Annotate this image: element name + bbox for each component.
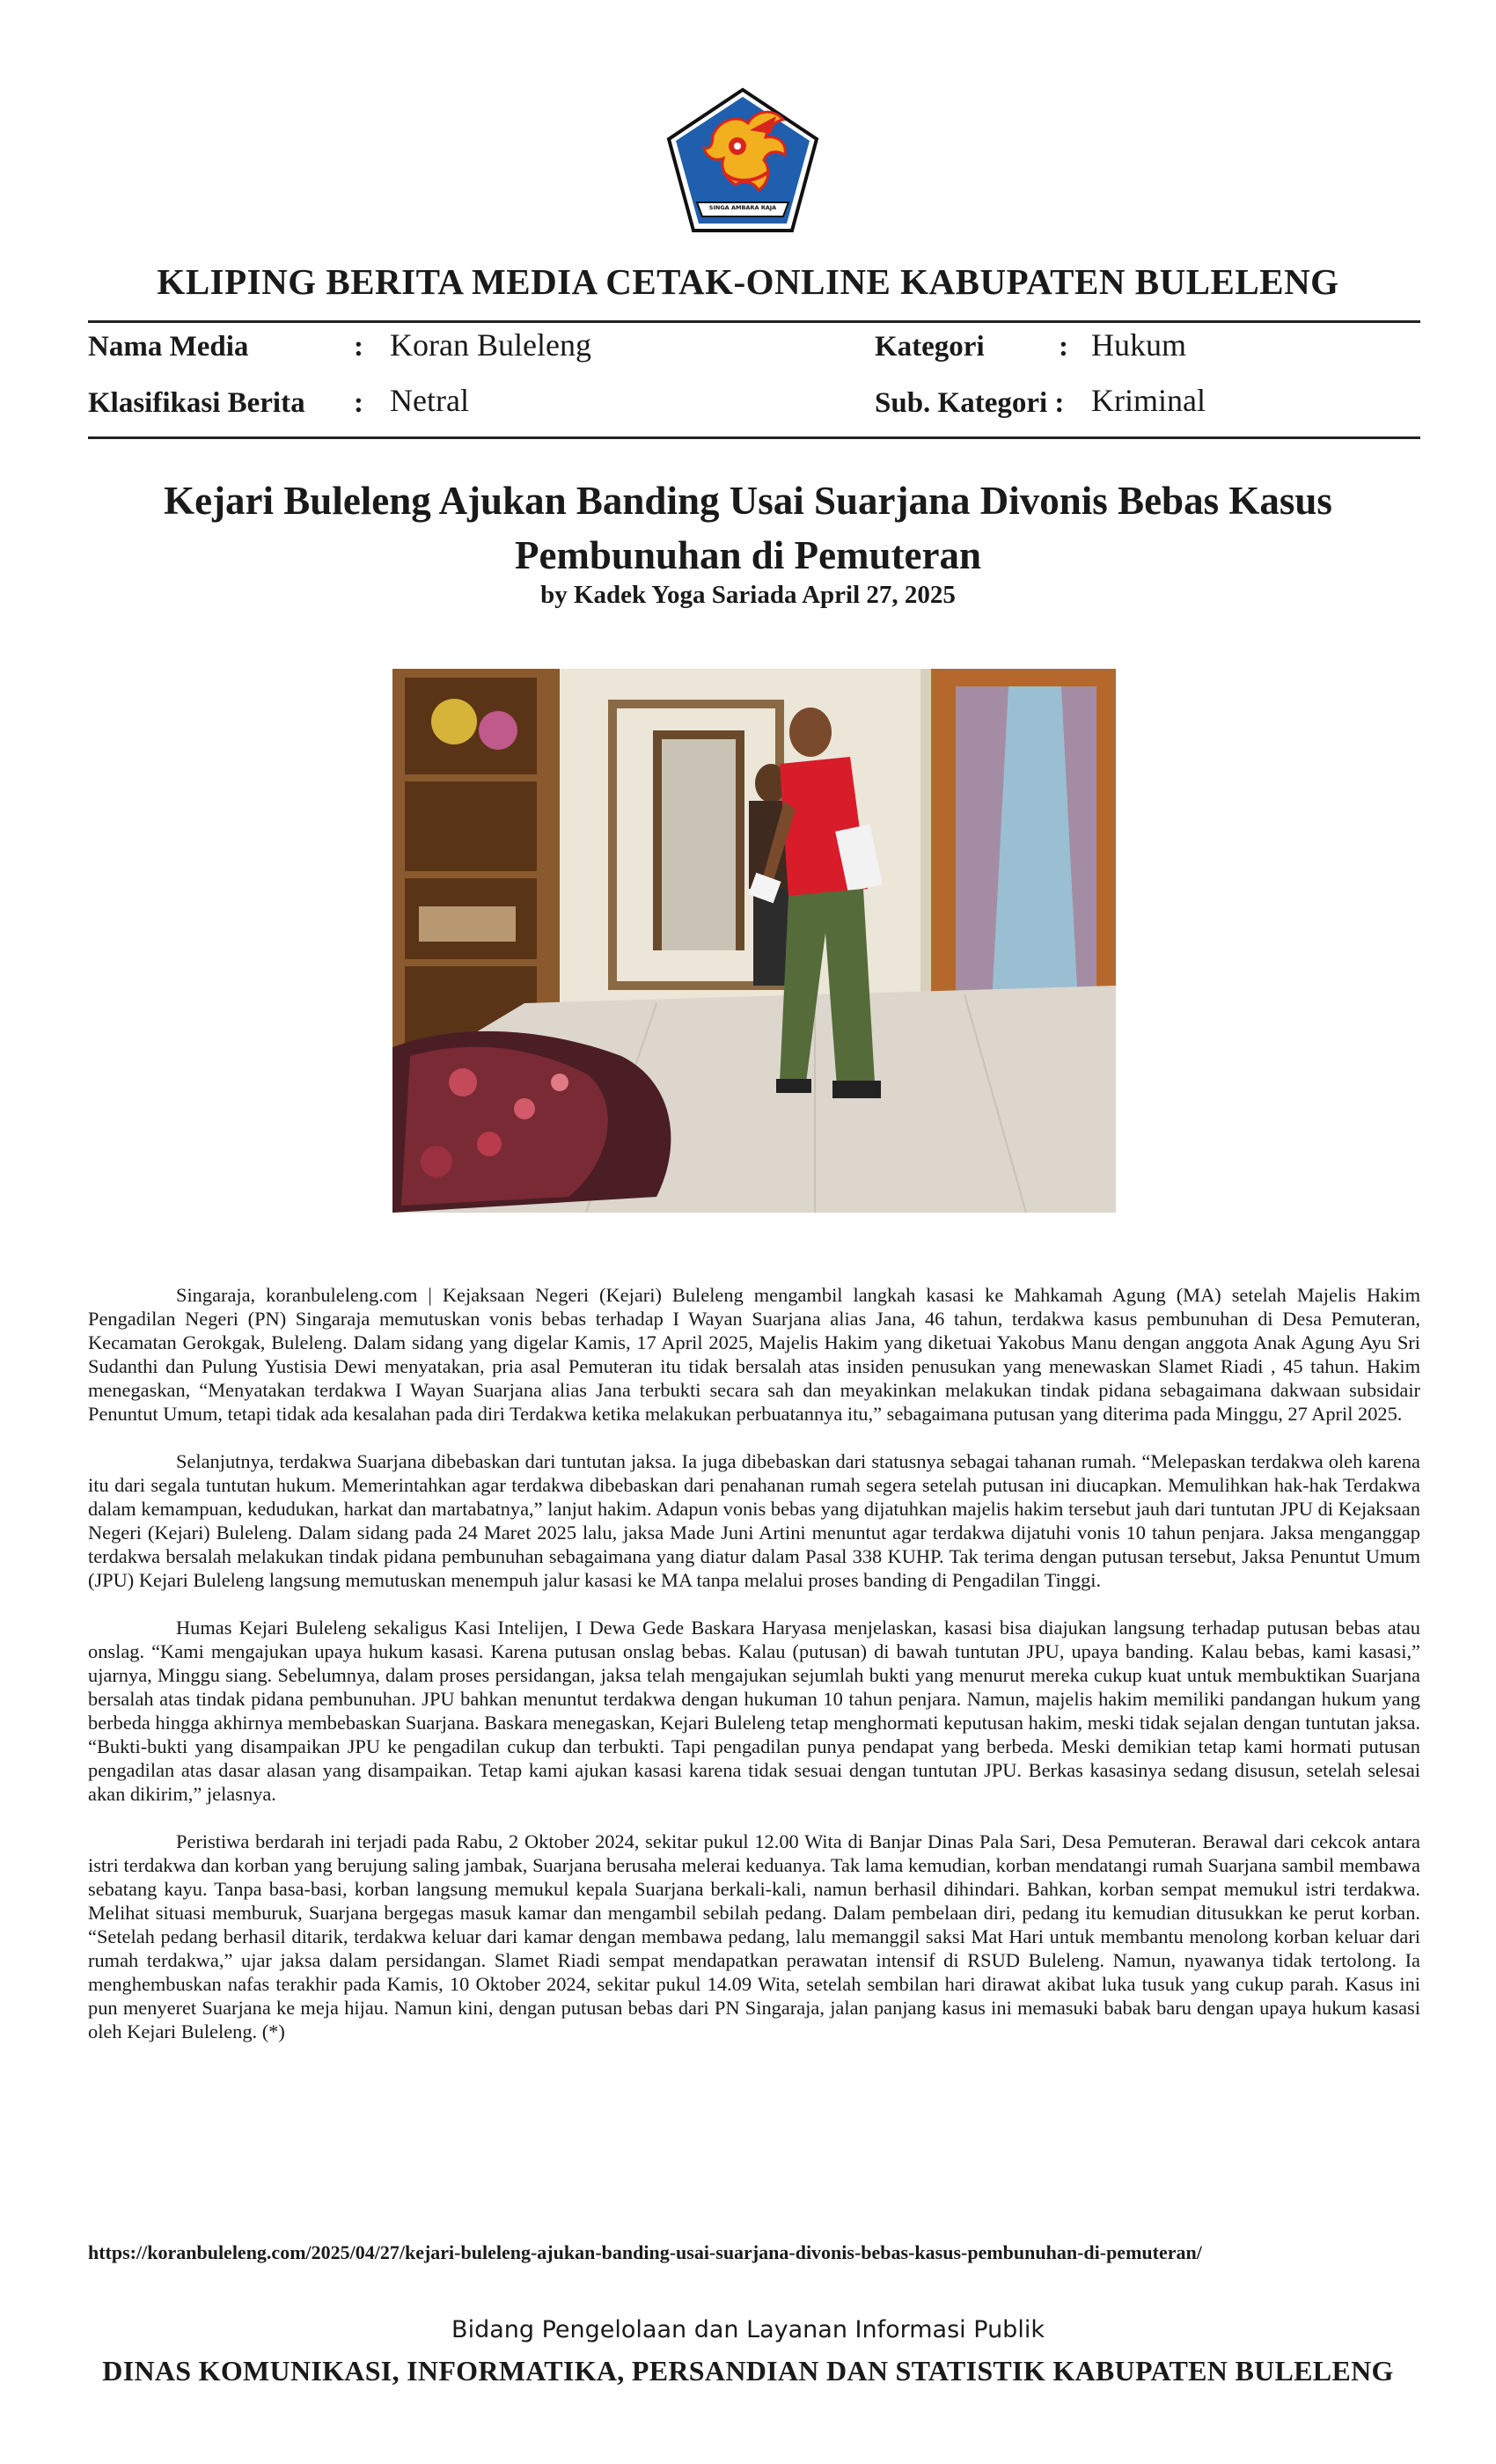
media-value: Koran Buleleng [390,327,591,363]
footer-agency: DINAS KOMUNIKASI, INFORMATIKA, PERSANDIAN DAN STATISTIK KABUPATEN BULELENG [102,2355,1394,2387]
subkategori-label: Sub. Kategori : [875,387,1065,419]
article-paragraph-3: Humas Kejari Buleleng sekaligus Kasi Intelijen, I Dewa Gede Baskara Haryasa menjelaskan, kasasi bisa diajukan langsung terhadap putusan bebas atau onslag. “Kami mengajukan upaya hukum kasasi. Karena putusan onslag bebas. Kalau (putusan) di bawah tuntutan JPU, upaya banding. Kalau bebas, kami kasasi,” ujarnya, Minggu siang. Sebelumnya, dalam proses persidangan, jaksa telah mengajukan sejumlah bukti yang menurut mereka cukup kuat untuk membuktikan Suarjana bersalah atas tindak pidana pembunuhan. JPU bahkan menuntut terdakwa dengan hukuman 10 tahun penjara. Namun, majelis hakim memiliki pandangan hukum yang berbeda hingga akhirnya membebaskan Suarjana. Baskara menegaskan, Kejari Buleleng tetap menghormati keputusan hakim, meski tidak sejalan dengan tuntutan jaksa. “Bukti-bukti yang disampaikan JPU ke pengadilan cukup dan terbukti. Tapi pengadilan punya pendapat yang berbeda. Meski demikian tetap kami hormati putusan pengadilan atas dasar alasan yang disampaikan. Tetap kami ajukan kasasi karena tidak sesuai dengan tuntutan JPU. Berkas kasasinya sedang disusun, setelah selesai akan dikirim,” jelasnya. [88,1617,1420,1805]
document-title: KLIPING BERITA MEDIA CETAK-ONLINE KABUPATEN BULELENG [157,261,1339,302]
article-paragraph-4: Peristiwa berdarah ini terjadi pada Rabu, 2 Oktober 2024, sekitar pukul 12.00 Wita di Banjar Dinas Pala Sari, Desa Pemuteran. Berawal dari cekcok antara istri terdakwa dan korban yang berujung saling jambak, Suarjana berusaha melerai keduanya. Tak lama kemudian, korban mendatangi rumah Suarjana sambil membawa sebatang kayu. Tanpa basa-basi, korban langsung memukul kepala Suarjana berkali-kali, namun berhasil dihindari. Bahkan, korban sempat memukul istri terdakwa. Melihat situasi memburuk, Suarjana bergegas masuk kamar dan mengambil sebilah pedang. Dalam pembelaan diri, pedang itu kemudian ditusukkan ke perut korban. “Setelah pedang berhasil ditarik, terdakwa keluar dari kamar dengan membawa pedang, lalu memanggil saksi Mat Hari untuk membantu menolong korban keluar dari rumah terdakwa,” ujar jaksa dalam persidangan. Slamet Riadi sempat mendapatkan perawatan intensif di RSUD Buleleng. Namun, nyawanya tidak tertolong. Ia menghembuskan nafas terakhir pada Kamis, 10 Oktober 2024, sekitar pukul 14.09 Wita, setelah sembilan hari dirawat akibat luka tusuk yang cukup parah. Kasus ini pun menyeret Suarjana ke meja hijau. Namun kini, dengan putusan bebas dari PN Singaraja, jalan panjang kasus ini memasuki babak baru dengan upaya hukum kasasi oleh Kejari Buleleng. (*) [88,1830,1420,2042]
kategori-label: Kategori [875,331,985,363]
article-byline: by Kadek Yoga Sariada April 27, 2025 [540,581,956,609]
article-paragraph-1: Singaraja, koranbuleleng.com | Kejaksaan Negeri (Kejari) Buleleng mengambil langkah kasasi ke Mahkamah Agung (MA) setelah Majelis Hakim Pengadilan Negeri (PN) Singaraja memutuskan vonis bebas terhadap I Wayan Suarjana alias Jana, 46 tahun, terdakwa kasus pembunuhan di Desa Pemuteran, Kecamatan Gerokgak, Buleleng. Dalam sidang yang digelar Kamis, 17 April 2025, Majelis Hakim yang diketuai Yakobus Manu dengan anggota Anak Agung Ayu Sri Sudanthi dan Pulung Yustisia Dewi menyatakan, pria asal Pemuteran itu tidak bersalah atas insiden penusukan yang menewaskan Slamet Riadi , 45 tahun. Hakim menegaskan, “Menyatakan terdakwa I Wayan Suarjana alias Jana terbukti secara sah dan meyakinkan melakukan tindak pidana sebagaimana dakwaan subsidair Penuntut Umum, tetapi tidak ada kesalahan pada diri Terdakwa ketika melakukan perbuatannya itu,” sebagaimana putusan yang diterima pada Minggu, 27 April 2025. [88,1284,1420,1425]
logo-banner-text: SINGA AMBARA RAJA [708,204,777,211]
buleleng-emblem-logo [662,84,824,236]
klasifikasi-label: Klasifikasi Berita [88,387,305,419]
crime-scene-photo-illustration [392,669,1116,1213]
article-photo [392,669,1116,1213]
header-rule-top [88,320,1420,323]
klasifikasi-value: Netral [390,383,469,418]
emblem-icon [662,84,824,236]
article-headline: Kejari Buleleng Ajukan Banding Usai Suarjana Divonis Bebas Kasus Pembunuhan di Pemuteran [164,479,1332,577]
source-url-link[interactable]: https://koranbuleleng.com/2025/04/27/kejari-buleleng-ajukan-banding-usai-suarjana-divonis-bebas-kasus-pembunuhan-di-pemuteran/ [88,2241,1202,2263]
kategori-colon: : [1059,331,1068,363]
media-label: Nama Media [88,331,249,363]
article-paragraph-2: Selanjutnya, terdakwa Suarjana dibebaskan dari tuntutan jaksa. Ia juga dibebaskan dari statusnya sebagai tahanan rumah. “Melepaskan terdakwa oleh karena itu dari segala tuntutan hukum. Memerintahkan agar terdakwa dibebaskan dari penahanan rumah segera setelah putusan ini diucapkan. Memulihkan hak-hak Terdakwa dalam kemampuan, kedudukan, harkat dan martabatnya,” lanjut hakim. Adapun vonis bebas yang dijatuhkan majelis hakim tersebut jauh dari tuntutan JPU di Kejaksaan Negeri (Kejari) Buleleng. Dalam sidang pada 24 Maret 2025 lalu, jaksa Made Juni Artini menuntut agar terdakwa dijatuhi vonis 10 tahun penjara. Jaksa menganggap terdakwa bersalah melakukan tindak pidana pembunuhan sebagaimana yang diatur dalam Pasal 338 KUHP. Tak terima dengan putusan tersebut, Jaksa Penuntut Umum (JPU) Kejari Buleleng langsung memutuskan menempuh jalur kasasi ke MA tanpa melalui proses banding di Pengadilan Tinggi. [88,1450,1420,1591]
subkategori-value: Kriminal [1091,383,1206,418]
footer-subtitle: Bidang Pengelolaan dan Layanan Informasi Publik [451,2316,1045,2343]
klasifikasi-colon: : [354,387,363,419]
article-body [88,1283,1420,2067]
kategori-value: Hukum [1091,327,1186,363]
header-rule-bottom [88,436,1420,439]
media-colon: : [354,331,363,363]
